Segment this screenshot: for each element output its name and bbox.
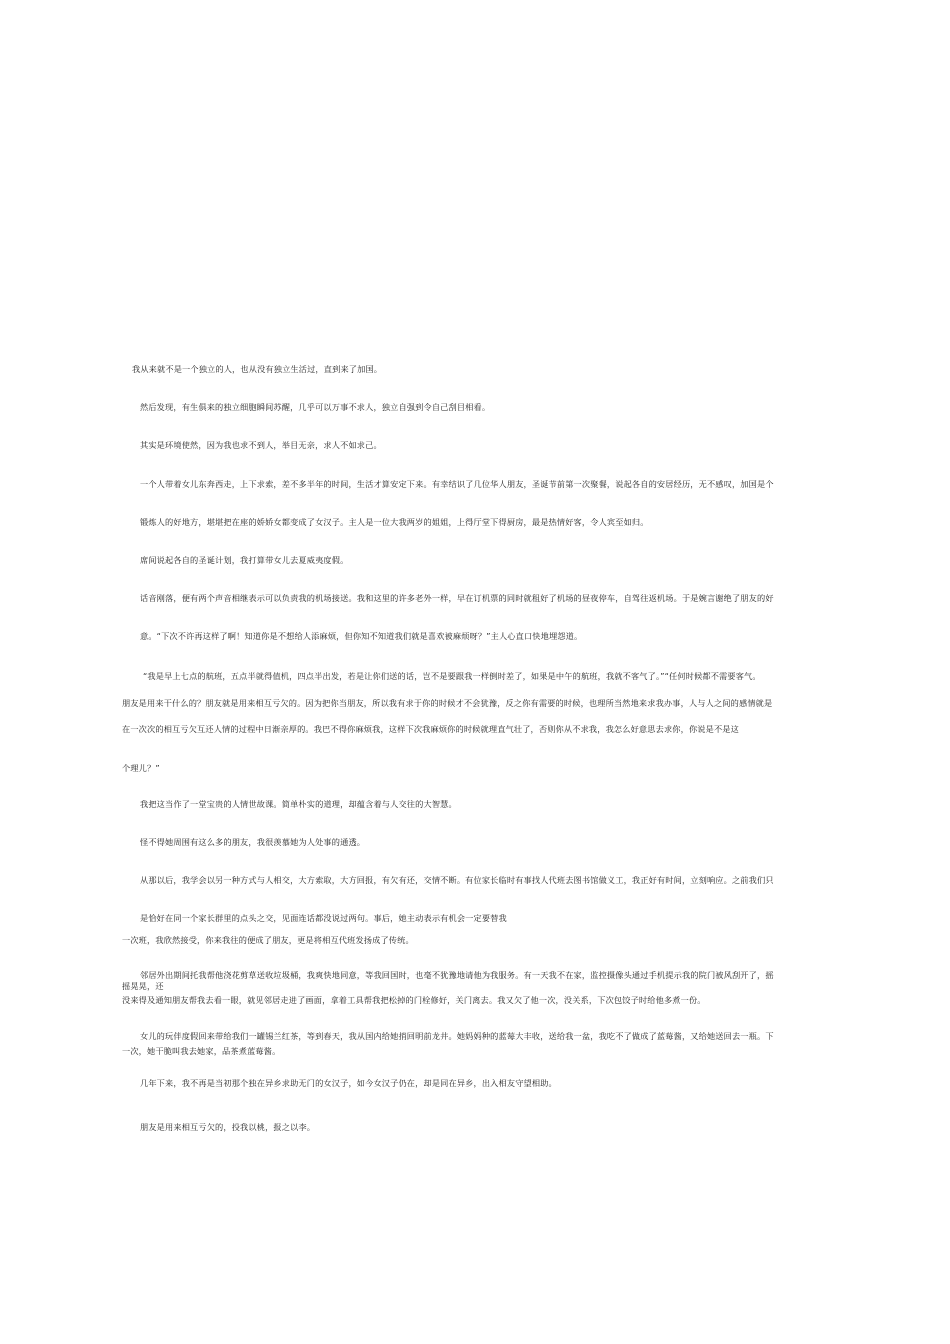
paragraph-line: 女儿的玩伴度假回来带给我们一罐锡兰红茶，等到春天，我从国内给她捎回明前龙井。她妈妈种的蓝莓大丰收，送给我一盆，我吃不了做成了蓝莓酱，又给她送回去一瓶。下 (140, 1031, 774, 1041)
paragraph-line: 是恰好在同一个家长群里的点头之交，见面连话都没说过两句。事后，她主动表示有机会一定要替我 (140, 913, 507, 923)
paragraph-line: 朋友是用来相互亏欠的，投我以桃，报之以李。 (140, 1122, 316, 1132)
paragraph-line: 一次班，我欣然接受，你来我往的便成了朋友，更是将相互代班发扬成了传统。 (122, 935, 414, 945)
paragraph-line: 席间说起各自的圣诞计划，我打算带女儿去夏威夷度假。 (140, 555, 349, 565)
paragraph-line: 我从来就不是一个独立的人，也从没有独立生活过，直到来了加国。 (132, 364, 383, 374)
paragraph-line: 然后发现，有生俱来的独立细胞瞬间苏醒，几乎可以万事不求人，独立自强到令自己刮目相看。 (140, 402, 491, 412)
paragraph-line: 我把这当作了一堂宝贵的人情世故课。简单朴实的道理，却蕴含着与人交往的大智慧。 (140, 799, 457, 809)
paragraph-line: 从那以后，我学会以另一种方式与人相交，大方索取，大方回报，有欠有还，交情不断。有位家长临时有事找人代班去图书馆做义工，我正好有时间，立刻响应。之前我们只 (140, 875, 774, 885)
paragraph-line: 邻居外出期间托我帮他浇花剪草送收垃圾桶，我爽快地同意，等我回国时，也毫不犹豫地请他为我服务。有一天我不在家，监控摄像头通过手机提示我的院门被风刮开了，摇 (140, 970, 774, 980)
paragraph-line: 一次，她干脆叫我去她家，品茶煮蓝莓酱。 (122, 1046, 281, 1056)
paragraph-line: 几年下来，我不再是当初那个独在异乡求助无门的女汉子，如今女汉子仍在，却是同在异乡，出入相友守望相助。 (140, 1078, 557, 1088)
paragraph-line: “我是早上七点的航班，五点半就得值机，四点半出发，若是让你们送的话，岂不是要跟我一样倒时差了，如果是中午的航班，我就不客气了。”“任何时候都不需要客气。 (143, 671, 761, 681)
paragraph-line: 一个人带着女儿东奔西走，上下求索，差不多半年的时间，生活才算安定下来。有幸结识了几位华人朋友，圣诞节前第一次聚餐，说起各自的安居经历，无不感叹，加国是个 (140, 479, 774, 489)
paragraph-line: 意。“下次不许再这样了啊！知道你是不想给人添麻烦，但你知不知道我们就是喜欢被麻烦呀？”主人心直口快地埋怨道。 (140, 631, 583, 641)
paragraph-line: 话音刚落，便有两个声音相继表示可以负责我的机场接送。我和这里的许多老外一样，早在订机票的同时就租好了机场的昼夜停车，自驾往返机场。于是婉言谢绝了朋友的好 (140, 593, 774, 603)
paragraph-line: 没来得及通知朋友帮我去看一眼，就见邻居走进了画面，拿着工具帮我把松掉的门栓修好，关门离去。我又欠了他一次，没关系，下次包饺子时给他多煮一份。 (122, 995, 706, 1005)
paragraph-line: 朋友是用来干什么的？朋友就是用来相互亏欠的。因为把你当朋友，所以我有求于你的时候才不会犹豫，反之你有需要的时候，也理所当然地来求我办事，人与人之间的感情就是 (122, 698, 773, 708)
paragraph-line: 怪不得她周围有这么多的朋友，我很羡慕她为人处事的通透。 (140, 837, 366, 847)
paragraph-line: 个理儿？” (122, 763, 160, 773)
paragraph-line: 其实是环境使然，因为我也求不到人，举目无亲，求人不如求己。 (140, 440, 382, 450)
paragraph-line: 在一次次的相互亏欠互还人情的过程中日渐亲厚的。我巴不得你麻烦我，这样下次我麻烦你的时候就理直气壮了，否则你从不求我，我怎么好意思去求你，你说是不是这 (122, 724, 739, 734)
paragraph-line: 锻炼人的好地方，堪堪把在座的娇娇女都变成了女汉子。主人是一位大我两岁的姐姐，上得厅堂下得厨房，最是热情好客，令人宾至如归。 (140, 517, 649, 527)
paragraph-line: 摇晃晃，还 (122, 981, 164, 991)
